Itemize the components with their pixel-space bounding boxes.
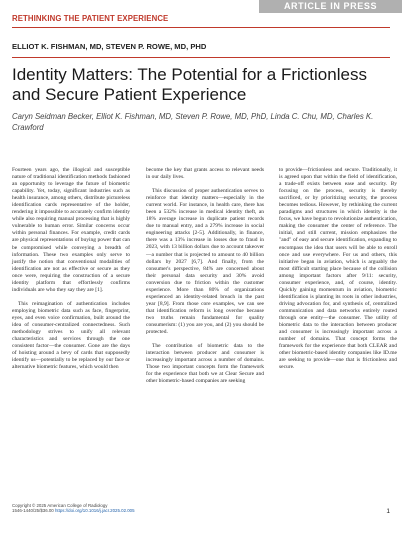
column-editors: ELLIOT K. FISHMAN, MD, STEVEN P. ROWE, MD, PHD (12, 42, 207, 51)
page-number: 1 (386, 508, 390, 515)
paragraph: The contribution of biometric data to the interaction between producer and consumer is increasingly important across a number of domains. Those two important concepts form the framework for the experience that both we at Clear Secure and other biometric-based companies are seeking (146, 343, 264, 385)
body-column-3 (279, 167, 397, 371)
issn-doi-line (12, 508, 135, 513)
paragraph: This discussion of proper authentication serves to reinforce that identity matters—especially in the current world. For instance, in health care, there has been a 532% increase in medical identity theft, an 18% average increase in duplicate patient records due to manual entry, and a 279% increase in social engineering attacks [2-5]. Additionally, in finance, there was a 13% increase in losses due to fraud in 2023, with 13 billion dollars due to account takeover—a number that is projected to amount to 40 billion dollars by 2027 [6,7]. And finally, from the consumer's perspective, 84% are concerned about their personal data security and 30% avoid conversion due to friction within the customer experience. More than 80% of organizations experienced an identity-related breach in the past year [8,9]. From those core examples, we can see that identification reform is long overdue because two truths remain fundamental for quality consumerism: (1) you are you, and (2) you should be protected. (146, 188, 264, 336)
article-title: Identity Matters: The Potential for a Frictionless and Secure Patient Experience (12, 65, 367, 104)
doi-link[interactable]: https://doi.org/10.1016/j.jacr.2025.02.005 (54, 508, 135, 514)
issn: 1546-1440/25/$36.00 (12, 508, 54, 514)
footer (12, 503, 135, 514)
paragraph: become the key that grants access to relevant needs in our daily lives. (146, 167, 264, 181)
article-in-press-banner: ARTICLE IN PRESS (259, 0, 402, 13)
section-divider-bottom (12, 57, 390, 58)
section-label: RETHINKING THE PATIENT EXPERIENCE (12, 14, 169, 23)
author-byline: Caryn Seidman Becker, Elliot K. Fishman, MD, Steven P. Rowe, MD, PhD, Linda C. Chu, MD, Charles K. Crawford (12, 112, 374, 132)
copyright-line: Copyright © 2025 American College of Radiology (12, 503, 108, 508)
paragraph: Fourteen years ago, the illogical and susceptible nature of traditional identification methods fashioned an opportunity to leverage the future of biometric capability. Yet, today, significant industries such as health insurance, among others, distribute pictureless identification cards representative of the holder, rendering it impossible to accurately confirm identity while also requiring manual processing that is highly vulnerable to human error. Similar concerns occur within personal finances. For example, credit cards are physical representations of buying power that can be compromised while conveying a breadth of information. These two examples only serve to justify the notion that conventional modalities of identification are not as effective or secure as they once were, requiring the construction of a secure identity platform that effortlessly confirms individuals are who they say they are [1]. (12, 167, 130, 293)
paragraph: to provide—frictionless and secure. Traditionally, it is agreed upon that within the field of identification, a trade-off exists between ease and security. By focusing on the process, security is thereby sacrificed, or by prioritizing security, the process becomes tedious. However, by rethinking the current paradigms and structures in which identity is the focus, we have begun to revolutionize authentication, making the consumer the center of reference. The initial, and still current, mission emphasizes the "and" of easy and secure identification, expanding to encompass the idea that users will be able to enroll once and use everywhere. For us and others, this initiative began in aviation, which is arguably the most difficult starting place because of the collision among important factors after 9/11: security, consumer experience, and, of course, identity. Quickly gaining momentum in aviation, biometric identification is planting its roots in other industries, driving advocation for, and synthesis of, centralized communication and data networks entirely routed through one entity—the consumer. The utility of biometric data to the interaction between producer and consumer is increasingly important across a number of domains. That concept forms the framework for the experience that both CLEAR and other biometric-based identity companies like ID.me are seeking to provide—one that is frictionless and secure. (279, 167, 397, 371)
paragraph: This reimagination of authentication includes employing biometric data such as face, fingerprint, eyes, and even voice confirmation, built around the idea of consumer-centralized connectedness. Such methodology strives to unify all relevant characteristics and services through the one consistent factor—the consumer. Gone are the days of hoisting around a bevy of cards that supposedly identify us—potentially to be replaced by our face or alternative biometric features, which would then (12, 300, 130, 371)
section-divider-top (12, 27, 390, 28)
body-column-1 (12, 167, 130, 371)
body-column-2 (146, 167, 264, 385)
